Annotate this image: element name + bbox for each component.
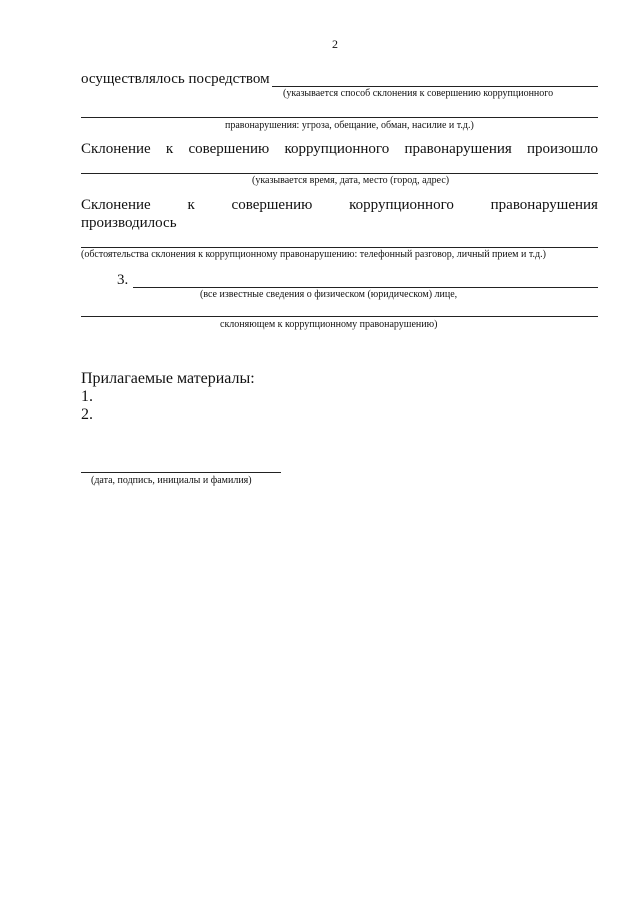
circumstances-word: совершению: [231, 197, 313, 213]
circumstances-word: Склонение: [81, 197, 151, 213]
method-caption-2: правонарушения: угроза, обещание, обман, насилие и т.д.): [225, 120, 474, 131]
signature-caption: (дата, подпись, инициалы и фамилия): [91, 475, 252, 486]
person-info-fill-line[interactable]: [133, 287, 598, 288]
person-info-caption: (все известные сведения о физическом (юридическом) лице,: [200, 289, 458, 300]
occurred-word: совершению: [188, 141, 270, 157]
circumstances-label-continuation: производилось: [81, 215, 177, 231]
circumstances-word: к: [187, 197, 195, 213]
time-place-caption: (указывается время, дата, место (город, адрес): [252, 175, 450, 186]
circumstances-word: коррупционного: [349, 197, 454, 213]
occurred-word: правонарушения: [404, 141, 512, 157]
circumstances-word: правонарушения: [490, 197, 598, 213]
time-place-fill-line[interactable]: [81, 173, 598, 174]
occurred-word: произошло: [527, 141, 598, 157]
occurred-word: к: [165, 141, 174, 157]
page-number: 2: [332, 37, 338, 51]
attachment-item: 1.: [81, 388, 93, 405]
attachment-item: 2.: [81, 406, 93, 423]
circumstances-label: [81, 196, 598, 214]
occurred-word: коррупционного: [284, 141, 390, 157]
person-info-fill-line-2[interactable]: [81, 316, 598, 317]
method-fill-line[interactable]: [272, 86, 598, 87]
circumstances-fill-line[interactable]: [81, 247, 598, 248]
item-number: 3.: [117, 272, 129, 288]
method-fill-line-2[interactable]: [81, 117, 598, 118]
method-label: осуществлялось посредством: [81, 71, 270, 87]
attachments-title: Прилагаемые материалы:: [81, 370, 255, 387]
person-info-caption-2: склоняющем к коррупционному правонарушению): [220, 319, 438, 330]
signature-fill-line[interactable]: [81, 472, 281, 473]
occurred-word: Склонение: [81, 141, 151, 157]
occurred-label: [81, 140, 598, 158]
method-caption: (указывается способ склонения к совершению коррупционного: [283, 88, 554, 99]
circumstances-caption: (обстоятельства склонения к коррупционному правонарушению: телефонный разговор, личный прием и т.д.): [81, 249, 546, 260]
